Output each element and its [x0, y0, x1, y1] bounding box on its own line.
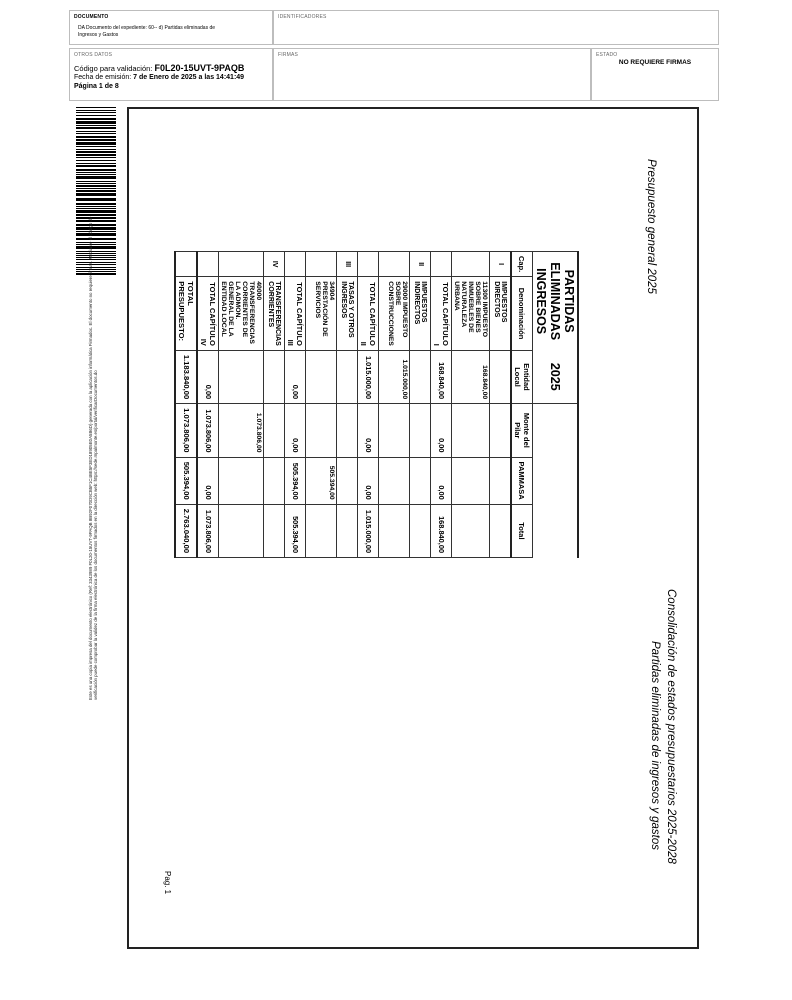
- table-cell-c2: [379, 404, 410, 457]
- table-cell-c4: [379, 504, 410, 557]
- table-row: [264, 252, 285, 558]
- table-row: [285, 252, 306, 558]
- partidas-table: [175, 251, 580, 558]
- table-cell-c2: 0,00: [285, 404, 306, 457]
- firmas-label: FIRMAS: [278, 52, 299, 58]
- header-total: Total: [511, 504, 533, 557]
- header-identificadores-box: [273, 10, 719, 45]
- table-cell-c1: [306, 350, 337, 403]
- header-firmas-box: [273, 48, 591, 101]
- table-cell-c3: [490, 457, 511, 504]
- table-cell-c3: 0,00: [358, 457, 379, 504]
- header-otros-datos-box: [69, 48, 273, 101]
- table-cell-c4: 2.763.040,00: [176, 504, 198, 557]
- table-cell-c2: [410, 404, 431, 457]
- table-cell-den: 34904 PRESTACIÓN DE SERVICIOS: [306, 277, 337, 351]
- table-cell-c3: 0,00: [198, 457, 220, 504]
- table-cell-c2: 0,00: [431, 404, 452, 457]
- table-cell-c1: 0,00: [285, 350, 306, 403]
- table-cell-c1: [410, 350, 431, 403]
- header-entidad-local: Entidad Local: [511, 350, 533, 403]
- table-row: [198, 252, 220, 558]
- table-row: [306, 252, 337, 558]
- table-cell-cap: [285, 252, 306, 277]
- table-cell-c4: [264, 504, 285, 557]
- table-cell-c2: [264, 404, 285, 457]
- table-cell-c3: 0,00: [431, 457, 452, 504]
- table-cell-cap: IV: [264, 252, 285, 277]
- table-cell-c4: [410, 504, 431, 557]
- table-header-row: [511, 252, 533, 558]
- table-row: [379, 252, 410, 558]
- table-cell-c1: 0,00: [198, 350, 220, 403]
- table-cell-den: IMPUESTOS DIRECTOS: [490, 277, 511, 351]
- table-cell-den: TOTAL CAPÍTULO I: [431, 277, 452, 351]
- table-cell-c4: [219, 504, 264, 557]
- page-number: Pag. 1: [163, 871, 172, 895]
- table-cell-c3: 505.394,00: [285, 457, 306, 504]
- table-cell-cap: [452, 252, 490, 277]
- table-cell-cap: [176, 252, 198, 277]
- table-cell-cap: III: [337, 252, 358, 277]
- table-cell-c1: [337, 350, 358, 403]
- table-cell-den: TRANSFERENCIAS CORRIENTES: [264, 277, 285, 351]
- table-row: [337, 252, 358, 558]
- table-cell-c1: 1.183.840,00: [176, 350, 198, 403]
- table-title: PARTIDAS ELIMINADAS INGRESOS: [533, 252, 579, 351]
- otros-datos-label: OTROS DATOS: [74, 52, 113, 58]
- table-cell-c3: [264, 457, 285, 504]
- table-cell-den: IMPUESTOS INDIRECTOS: [410, 277, 431, 351]
- codigo-validacion: Código para validación: F0L20-15UVT-9PAQB: [74, 63, 245, 73]
- table-cell-c1: 168.840,00: [452, 350, 490, 403]
- table-cell-c4: 1.073.806,00: [198, 504, 220, 557]
- table-cell-c4: [306, 504, 337, 557]
- table-cell-c4: [337, 504, 358, 557]
- table-cell-den: 11300 IMPUESTO SOBRE BIENES INMUEBLES DE NATURALEZA URBANA: [452, 277, 490, 351]
- documento-value: DA Documento del expediente: 60-- d) Partidas eliminadas de Ingresos y Gastos: [78, 25, 216, 38]
- table-cell-c1: 1.015.000,00: [358, 350, 379, 403]
- table-cell-c2: 1.073.806,00: [198, 404, 220, 457]
- documento-label: DOCUMENTO: [74, 14, 109, 20]
- table-row: [490, 252, 511, 558]
- table-row: [176, 252, 198, 558]
- table-cell-cap: [379, 252, 410, 277]
- table-cell-c1: [264, 350, 285, 403]
- table-cell-c4: 168.840,00: [431, 504, 452, 557]
- table-cell-cap: I: [490, 252, 511, 277]
- table-cell-c2: 1.073.806,00: [176, 404, 198, 457]
- table-cell-c4: [452, 504, 490, 557]
- table-cell-c4: 505.394,00: [285, 504, 306, 557]
- header-documento-box: [69, 10, 273, 45]
- header-denominacion: Denominación: [511, 277, 533, 351]
- table-cell-den: TOTAL CAPÍTULO III: [285, 277, 306, 351]
- table-cell-c3: [452, 457, 490, 504]
- table-cell-den: TOTAL CAPÍTULO IV: [198, 277, 220, 351]
- table-cell-c2: [306, 404, 337, 457]
- table-cell-cap: II: [410, 252, 431, 277]
- document-page: [127, 107, 699, 949]
- table-cell-c1: 1.015.000,00: [379, 350, 410, 403]
- table-cell-cap: [198, 252, 220, 277]
- table-cell-den: 40000 TRANSFERENCIAS CORRIENTES DE LA ADMON. GENERAL DE LA ENTIDAD LOCAL: [219, 277, 264, 351]
- table-cell-c1: [219, 350, 264, 403]
- table-cell-den: 29000 IMPUESTO SOBRE CONSTRUCCIONES: [379, 277, 410, 351]
- table-cell-c1: 168.840,00: [431, 350, 452, 403]
- table-cell-c2: [490, 404, 511, 457]
- pagina: Página 1 de 8: [74, 83, 119, 90]
- table-cell-den: TOTAL PRESUPUESTO:: [176, 277, 198, 351]
- consolidacion-title: Consolidación de estados presupuestarios 2025-2028: [665, 589, 677, 864]
- table-cell-c3: [410, 457, 431, 504]
- table-row: [431, 252, 452, 558]
- presupuesto-title: Presupuesto general 2025: [645, 159, 657, 294]
- header-cap: Cap.: [511, 252, 533, 277]
- partidas-table-wrap: [175, 251, 580, 558]
- estado-label: ESTADO: [596, 52, 618, 58]
- table-cell-cap: [431, 252, 452, 277]
- table-cell-c4: [490, 504, 511, 557]
- table-cell-den: TOTAL CAPÍTULO II: [358, 277, 379, 351]
- header-monte-del-pilar: Monte del Pilar: [511, 404, 533, 457]
- table-cell-c3: [219, 457, 264, 504]
- table-cell-c2: [452, 404, 490, 457]
- table-cell-cap: [219, 252, 264, 277]
- table-title-row: [533, 252, 579, 558]
- table-cell-cap: [306, 252, 337, 277]
- partidas-subtitle: Partidas eliminadas de ingresos y gastos: [649, 641, 661, 851]
- table-row: [452, 252, 490, 558]
- table-cell-c4: 1.015.000,00: [358, 504, 379, 557]
- table-cell-c3: 505.394,00: [306, 457, 337, 504]
- table-cell-c2: 1.073.806,00: [219, 404, 264, 457]
- fecha-emision: Fecha de emisión: 7 de Enero de 2025 a las 14:41:49: [74, 74, 245, 81]
- table-cell-c3: [379, 457, 410, 504]
- table-row: [358, 252, 379, 558]
- table-cell-c1: [490, 350, 511, 403]
- header-estado-box: [591, 48, 719, 101]
- codigo-value: F0L20-15UVT-9PAQB: [154, 63, 245, 73]
- table-year: 2025: [533, 350, 579, 403]
- table-cell-c2: 0,00: [358, 404, 379, 457]
- table-cell-c2: [337, 404, 358, 457]
- estado-value: NO REQUIERE FIRMAS: [618, 59, 692, 66]
- table-row: [219, 252, 264, 558]
- header-pammasa: PAMMASA: [511, 457, 533, 504]
- table-cell-cap: [358, 252, 379, 277]
- table-row: [410, 252, 431, 558]
- identificadores-label: IDENTIFICADORES: [278, 14, 327, 20]
- table-cell-c3: 505.394,00: [176, 457, 198, 504]
- table-cell-den: TASAS Y OTROS INGRESOS: [337, 277, 358, 351]
- table-cell-c3: [337, 457, 358, 504]
